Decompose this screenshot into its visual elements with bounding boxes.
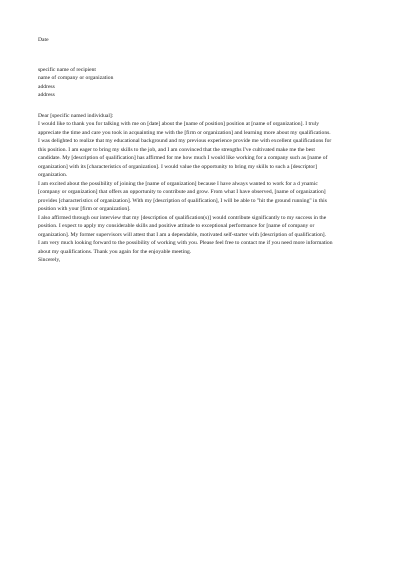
body-line: candidate. My [description of qualification] has affirmed for me how much I would like working for a company such as [name of [38,155,328,161]
body-line: organization] with its [characteristics of organization]. I would value the opportunity to bring my skills to such a [descriptor] [38,163,317,170]
letter [38,36,368,265]
body-line: provides [characteristics of organization]. With my [description of qualification], I will be able to "hit the ground running" in this [38,197,327,204]
body-line: I am excited about the possibility of joining the [name of organization] because I have always wanted to work for a d ynamic [38,180,318,187]
recipient-name: specific name of recipient [38,66,96,73]
recipient-block [38,66,368,100]
body-line: position. I expect to apply my considerable skills and positive attitude to exceptional performance for [name of company or [38,223,315,229]
letter-greeting: Dear [specific named individual]: [38,112,114,119]
body-line: I would like to thank you for talking with me on [date] about the [name of position] position at [name of organization]. I truly [38,121,320,127]
recipient-organization: name of company or organization [38,75,114,81]
body-line: about my qualifications. Thank you again for the enjoyable meeting. [38,248,192,255]
body-line: I was delighted to realize that my educational background and my previous experience provide me with excellent qualifications for [38,138,332,144]
body-line: organization. [38,172,68,178]
body-line: appreciate the time and care you took in acquainting me with the [firm or organization] and learning more about my qualifications. [38,129,331,136]
body-line: [company or organization] that offers an opportunity to contribute and grow. From what I have observed, [name of organization] [38,189,326,195]
letter-date: Date [38,37,49,43]
body-line: I am very much looking forward to the possibility of working with you. Please feel free to contact me if you need more information [38,240,333,246]
recipient-address-line-1: address [38,83,55,90]
body-line: organization]. My former supervisors will attest that I am a dependable, motivated self-starter with [description of qualification]. [38,231,327,238]
recipient-address-line-2: address [38,92,55,98]
body-line: position with your [firm or organization]. [38,206,131,212]
letter-body [38,120,368,256]
letter-closing: Sincerely, [38,257,61,263]
body-line: I also affirmed through our interview that my [description of qualification(s)] would contribute significantly to my success in the [38,214,327,221]
body-line: this position. I am eager to bring my skills to the job, and I am convinced that the strengths I've cultivated make me the best [38,146,315,153]
